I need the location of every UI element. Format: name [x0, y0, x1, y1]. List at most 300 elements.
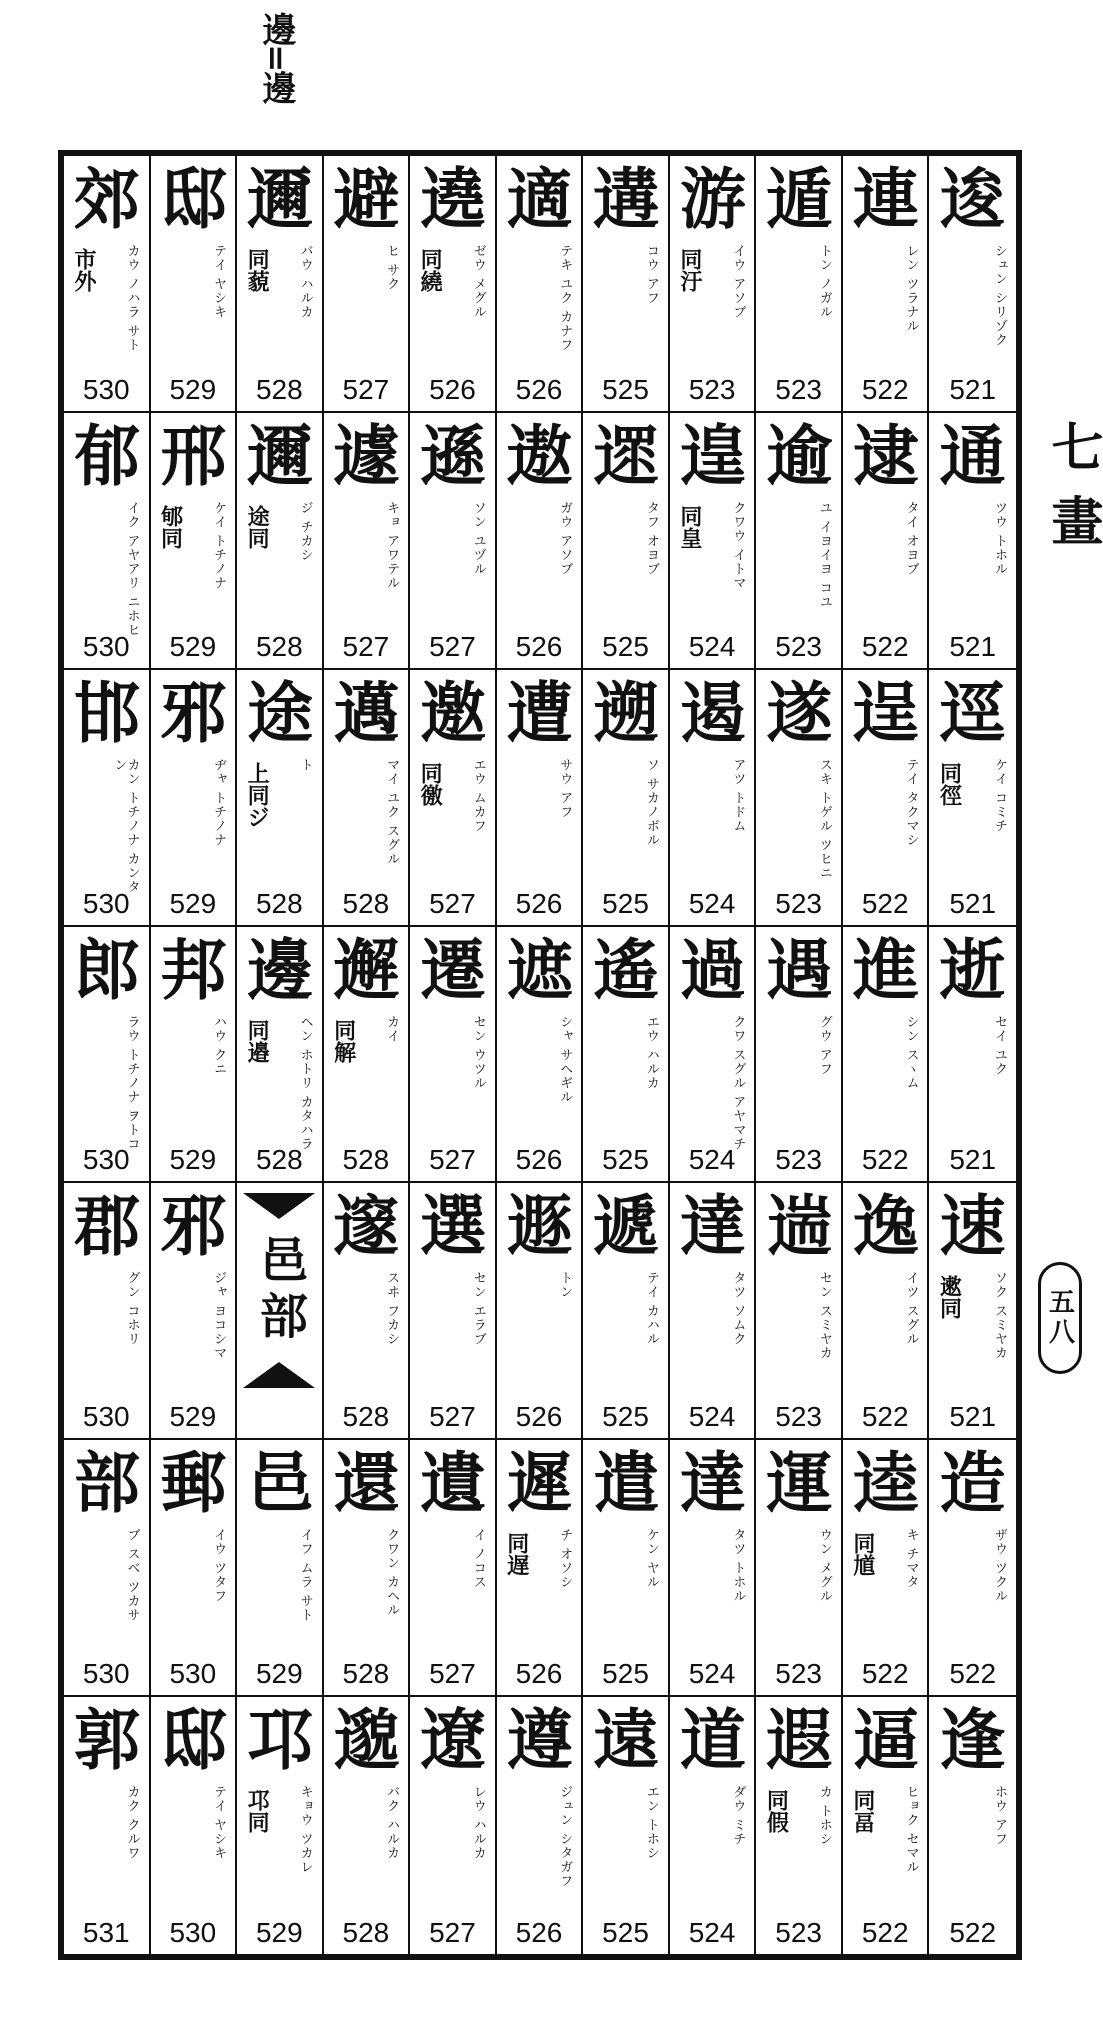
kana-reading: セン スミヤカ	[816, 1271, 832, 1361]
page-reference: 528	[342, 887, 390, 919]
page-reference: 526	[515, 1144, 563, 1176]
kanji-character: 遄	[766, 1187, 833, 1266]
kana-reading: タツ ソムク	[730, 1271, 746, 1347]
kanji-character: 通	[939, 416, 1006, 495]
page-reference: 522	[861, 1144, 909, 1176]
entry-note: 同假	[763, 1789, 790, 1834]
page-reference: 531	[82, 1917, 130, 1948]
kanji-entry	[237, 670, 324, 927]
kanji-character: 進	[852, 930, 919, 1009]
kanji-entry	[583, 1697, 670, 1954]
page-reference: 522	[861, 887, 909, 919]
entry-note: 同遅	[503, 1532, 530, 1577]
kanji-character: 遑	[679, 416, 746, 495]
kanji-character: 部	[74, 1444, 140, 1523]
kana-reading: ラウ トチノナ ヲトコ	[124, 1014, 140, 1151]
kanji-character: 遮	[506, 930, 573, 1009]
kana-reading: ジュン シタガフ	[557, 1785, 573, 1889]
radical-label: 邑部	[251, 1234, 308, 1347]
page-reference: 530	[82, 630, 130, 662]
kanji-character: 遐	[766, 1701, 833, 1780]
kana-reading: キョ アワテル	[384, 500, 400, 590]
page-reference: 528	[255, 373, 303, 405]
page-reference: 529	[255, 1917, 303, 1948]
kana-reading: カイ	[384, 1014, 400, 1043]
kana-reading: ソン ユヅル	[470, 500, 486, 576]
entry-note: 同繞	[417, 248, 444, 292]
kana-reading: クワウ イトマ	[730, 500, 746, 590]
page-reference: 527	[342, 630, 390, 662]
kana-reading: ブ スベ ツカサ	[124, 1528, 140, 1623]
entry-note: 同汙	[676, 248, 703, 292]
page-reference: 529	[169, 1144, 217, 1176]
kanji-entry	[64, 156, 151, 413]
kanji-character: 逝	[939, 930, 1006, 1009]
kanji-entry	[583, 927, 670, 1184]
page-reference: 527	[429, 1917, 476, 1948]
marker-triangle-bottom	[243, 1362, 315, 1388]
kanji-character: 連	[852, 160, 919, 238]
kana-reading: カン トチノナ カンタン	[111, 757, 140, 894]
kanji-character: 遲	[506, 1444, 573, 1523]
kanji-entry	[583, 156, 670, 413]
kana-reading: ケン ヤル	[643, 1528, 659, 1590]
kanji-entry	[237, 1697, 324, 1954]
page-reference: 523	[775, 1658, 822, 1690]
kana-reading: イ ノコス	[470, 1528, 486, 1590]
entry-note: 市外	[71, 248, 97, 292]
kana-reading: スキ トゲル ツヒニ	[816, 757, 832, 880]
kanji-character: 適	[506, 160, 573, 238]
page-reference: 525	[602, 630, 649, 662]
page-reference: 526	[515, 887, 563, 919]
kana-reading: バウ ハルカ	[297, 244, 313, 320]
kanji-character: 游	[679, 160, 746, 238]
kana-reading: イウ ツタフ	[211, 1528, 227, 1604]
kanji-character: 速	[939, 1187, 1006, 1266]
page-reference: 530	[82, 1144, 130, 1176]
kana-reading: ジャ ヨコシマ	[211, 1271, 227, 1361]
page-reference: 526	[515, 373, 563, 405]
page-reference: 529	[169, 887, 217, 919]
page-reference: 521	[949, 1401, 997, 1433]
entry-note: 途同	[244, 504, 271, 549]
kanji-character: 邃	[333, 1187, 400, 1266]
kanji-entry	[929, 1183, 1016, 1440]
kanji-character: 道	[679, 1701, 746, 1780]
kanji-character: 達	[679, 1444, 746, 1523]
dictionary-grid	[58, 150, 1022, 1960]
side-page-label: 五八	[1044, 1288, 1075, 1348]
page-reference: 526	[515, 630, 563, 662]
entry-note: 同解	[330, 1018, 357, 1063]
kana-reading: ヒョク セマル	[903, 1785, 919, 1875]
kanji-entry	[843, 927, 930, 1184]
kanji-entry	[64, 1697, 151, 1954]
kanji-entry	[324, 1440, 411, 1697]
page-reference: 522	[949, 1658, 997, 1690]
entry-note: 同藐	[244, 248, 271, 292]
page-reference: 521	[949, 887, 997, 919]
kanji-character: 遜	[420, 416, 487, 495]
page-reference: 526	[515, 1658, 563, 1690]
kana-reading: ウン メグル	[816, 1528, 832, 1604]
kana-reading: ツウ トホル	[992, 500, 1007, 576]
kanji-entry	[583, 1183, 670, 1440]
kanji-entry	[843, 413, 930, 670]
kanji-character: 郭	[74, 1701, 140, 1780]
kanji-entry	[410, 156, 497, 413]
kanji-character: 選	[420, 1187, 487, 1266]
kanji-entry	[237, 927, 324, 1184]
page-reference: 522	[949, 1917, 997, 1948]
page-reference: 530	[169, 1917, 217, 1948]
kanji-entry	[583, 1440, 670, 1697]
page-reference: 526	[429, 373, 476, 405]
kanji-entry	[410, 1183, 497, 1440]
kanji-entry	[324, 413, 411, 670]
kanji-entry	[64, 1440, 151, 1697]
page-reference: 522	[861, 373, 909, 405]
kanji-entry	[410, 1440, 497, 1697]
kanji-character: 郁	[74, 416, 140, 495]
kanji-character: 逢	[939, 1701, 1006, 1780]
kanji-entry	[324, 927, 411, 1184]
entry-note: 同徑	[936, 761, 963, 806]
page-reference: 529	[169, 373, 217, 405]
kanji-character: 遵	[506, 1701, 573, 1780]
page-reference: 525	[602, 1144, 649, 1176]
kanji-entry	[151, 156, 238, 413]
page-reference: 528	[342, 1144, 390, 1176]
kana-reading: ジ チカシ	[297, 500, 313, 562]
kanji-character: 遇	[766, 930, 833, 1009]
kanji-entry	[324, 670, 411, 927]
kanji-character: 遯	[506, 1187, 573, 1266]
page-reference: 529	[169, 630, 217, 662]
page-reference: 522	[861, 1401, 909, 1433]
kanji-entry	[843, 156, 930, 413]
kana-reading: イク アヤアリ ニホヒ	[124, 500, 140, 638]
kanji-entry	[670, 1697, 757, 1954]
kanji-character: 郎	[74, 930, 140, 1009]
kanji-character: 邀	[420, 673, 487, 752]
kanji-character: 逼	[852, 1701, 919, 1780]
kanji-entry	[756, 156, 843, 413]
kana-reading: エン トホシ	[643, 1785, 659, 1861]
side-page-number	[1038, 1262, 1082, 1374]
kanji-character: 遼	[420, 1701, 487, 1780]
kanji-character: 邯	[74, 673, 140, 752]
kana-reading: セイ ユク	[992, 1014, 1007, 1076]
kana-reading: テイ ヤシキ	[211, 244, 227, 320]
kanji-character: 邪	[160, 673, 227, 752]
kana-reading: ホウ アフ	[992, 1785, 1007, 1847]
kanji-character: 遏	[679, 673, 746, 752]
kanji-character: 邊	[247, 930, 314, 1009]
kana-reading: イツ スグル	[903, 1271, 919, 1347]
page-reference: 528	[255, 630, 303, 662]
kanji-entry	[324, 1697, 411, 1954]
kanji-entry	[670, 1440, 757, 1697]
kanji-entry	[151, 413, 238, 670]
kana-reading: ソク スミヤカ	[992, 1271, 1007, 1361]
kana-reading: イウ アソブ	[730, 244, 746, 320]
kanji-character: 邢	[160, 416, 227, 495]
entry-note: 遬同	[936, 1275, 963, 1320]
kanji-entry	[151, 927, 238, 1184]
kana-reading: テキ ユク カナフ	[557, 244, 573, 353]
page-reference: 528	[342, 1401, 390, 1433]
page-reference: 525	[602, 1401, 649, 1433]
kanji-entry	[843, 1183, 930, 1440]
entry-note: 上同ジ	[244, 761, 271, 828]
kana-reading: ゼウ メグル	[470, 244, 486, 320]
page-reference: 527	[342, 373, 390, 405]
entry-note: 邛同	[244, 1789, 271, 1834]
kanji-character: 還	[333, 1444, 400, 1523]
kanji-character: 邑	[247, 1444, 314, 1523]
kanji-character: 邁	[333, 673, 400, 752]
kanji-entry	[843, 1697, 930, 1954]
kana-reading: クワ スグル アヤマチ	[730, 1014, 746, 1151]
page-reference: 523	[775, 1144, 822, 1176]
kanji-entry	[410, 1697, 497, 1954]
kanji-character: 逾	[766, 416, 833, 495]
page-reference: 526	[515, 1401, 563, 1433]
marker-triangle-top	[243, 1193, 315, 1219]
kanji-character: 過	[679, 930, 746, 1009]
page-reference: 524	[688, 1401, 736, 1433]
kana-reading: エウ ハルカ	[643, 1014, 659, 1090]
kanji-character: 途	[247, 673, 314, 752]
kanji-entry	[410, 413, 497, 670]
kanji-character: 遘	[593, 160, 660, 238]
kanji-character: 遶	[420, 160, 487, 238]
kanji-character: 遂	[766, 673, 833, 752]
page-reference: 521	[949, 630, 997, 662]
kana-reading: ダウ ミチ	[730, 1785, 746, 1847]
kanji-entry	[497, 927, 584, 1184]
page-reference: 524	[688, 1658, 736, 1690]
kanji-character: 邪	[160, 1187, 227, 1266]
kana-reading: イフ ムラ サト	[297, 1528, 313, 1623]
kanji-character: 逮	[852, 416, 919, 495]
kanji-character: 逕	[939, 673, 1006, 752]
kana-reading: トン ノガル	[816, 244, 832, 320]
kanji-entry	[497, 413, 584, 670]
kana-reading: マイ ユク スグル	[384, 757, 400, 866]
page-reference: 525	[602, 373, 649, 405]
kanji-character: 遨	[506, 416, 573, 495]
radical-section-marker	[237, 1183, 324, 1440]
page-reference: 528	[342, 1917, 390, 1948]
kanji-character: 郡	[74, 1187, 140, 1266]
kanji-entry	[670, 670, 757, 927]
kanji-entry	[756, 1697, 843, 1954]
kanji-entry	[843, 670, 930, 927]
kanji-entry	[670, 156, 757, 413]
side-stroke-title: 七畫	[1042, 420, 1103, 568]
entry-note: 同邉	[244, 1018, 271, 1063]
kanji-entry	[670, 1183, 757, 1440]
kanji-entry	[929, 670, 1016, 927]
kanji-character: 遷	[420, 930, 487, 1009]
kanji-entry	[756, 1183, 843, 1440]
kanji-entry	[929, 1440, 1016, 1697]
page-reference: 527	[429, 887, 476, 919]
page-reference: 529	[255, 1658, 303, 1690]
kana-reading: テイ カハル	[643, 1271, 659, 1347]
page-reference: 521	[949, 373, 997, 405]
kana-reading: テイ ヤシキ	[211, 1785, 227, 1861]
kanji-entry	[497, 670, 584, 927]
page-reference: 527	[429, 630, 476, 662]
kanji-entry	[670, 927, 757, 1184]
kanji-entry	[497, 1697, 584, 1954]
page-reference: 530	[82, 887, 130, 919]
page-reference: 521	[949, 1144, 997, 1176]
kana-reading: クワン カヘル	[384, 1528, 400, 1618]
kanji-character: 逡	[939, 160, 1006, 238]
kanji-entry	[151, 1183, 238, 1440]
kanji-character: 遽	[333, 416, 400, 495]
entry-note: 同馗	[849, 1532, 876, 1577]
page-reference: 529	[169, 1401, 217, 1433]
kanji-entry	[324, 156, 411, 413]
entry-note: 同皇	[676, 504, 703, 549]
page-reference: 528	[342, 1658, 390, 1690]
entry-note: 同畐	[849, 1789, 876, 1834]
kanji-entry	[410, 927, 497, 1184]
kanji-character: 邂	[333, 930, 400, 1009]
kana-reading: セン ウツル	[470, 1014, 486, 1090]
kanji-entry	[410, 670, 497, 927]
kana-reading: セン エラブ	[470, 1271, 486, 1347]
kanji-character: 運	[766, 1444, 833, 1523]
page-reference: 528	[255, 1144, 303, 1176]
kanji-entry	[237, 413, 324, 670]
kana-reading: ザウ ツクル	[992, 1528, 1007, 1604]
kanji-character: 邈	[333, 1701, 400, 1780]
kanji-entry	[756, 413, 843, 670]
kanji-entry	[64, 1183, 151, 1440]
kanji-character: 遡	[593, 673, 660, 752]
kanji-entry	[670, 413, 757, 670]
page-reference: 523	[775, 887, 822, 919]
kanji-entry	[756, 1440, 843, 1697]
kana-reading: レン ツラナル	[903, 244, 919, 334]
kana-reading: カウ ノハラ サト	[124, 244, 140, 353]
entry-note: 郇同	[157, 504, 184, 549]
kanji-character: 達	[679, 1187, 746, 1266]
kanji-entry	[843, 1440, 930, 1697]
page-reference: 525	[602, 1917, 649, 1948]
kanji-character: 邸	[160, 160, 227, 238]
top-note: 邊=邊	[256, 12, 296, 103]
kana-reading: グウ アフ	[816, 1014, 832, 1076]
kana-reading: ハウ クニ	[211, 1014, 227, 1076]
page-reference: 522	[861, 630, 909, 662]
kanji-entry	[497, 156, 584, 413]
kana-reading: ト	[297, 757, 313, 772]
page-reference: 527	[429, 1658, 476, 1690]
kanji-entry	[237, 1440, 324, 1697]
page-reference: 525	[602, 1658, 649, 1690]
kanji-character: 遙	[593, 930, 660, 1009]
kanji-entry	[497, 1440, 584, 1697]
kanji-entry	[324, 1183, 411, 1440]
page-reference: 527	[429, 1144, 476, 1176]
page-reference: 524	[688, 887, 736, 919]
kana-reading: タツ トホル	[730, 1528, 746, 1604]
kana-reading: アツ トドム	[730, 757, 746, 833]
kanji-entry	[64, 413, 151, 670]
kanji-character: 遠	[593, 1701, 660, 1780]
kanji-entry	[583, 670, 670, 927]
kana-reading: シャ サヘギル	[557, 1014, 573, 1104]
kanji-character: 遺	[420, 1444, 487, 1523]
kana-reading: シュン シリゾク	[992, 244, 1007, 348]
kanji-entry	[929, 1697, 1016, 1954]
kanji-entry	[756, 927, 843, 1184]
page-reference: 524	[688, 1144, 736, 1176]
kana-reading: キョウ ツカレ	[297, 1785, 313, 1875]
kana-reading: ガウ アソブ	[557, 500, 573, 576]
page-reference: 523	[775, 1401, 822, 1433]
page-reference: 528	[255, 887, 303, 919]
kanji-character: 逵	[852, 1444, 919, 1523]
page-reference: 523	[775, 373, 822, 405]
kana-reading: サウ アフ	[557, 757, 573, 819]
kanji-entry	[929, 413, 1016, 670]
page-reference: 530	[169, 1658, 217, 1690]
page-reference: 526	[515, 1917, 563, 1948]
kana-reading: バク ハルカ	[384, 1785, 400, 1861]
page-reference: 524	[688, 1917, 736, 1948]
page-reference: 530	[82, 1658, 130, 1690]
kanji-character: 邛	[247, 1701, 314, 1780]
kana-reading: ヂャ トチノナ	[211, 757, 227, 847]
kanji-entry	[237, 156, 324, 413]
page-reference: 530	[82, 373, 130, 405]
kana-reading: トン	[557, 1271, 573, 1300]
kana-reading: カ トホシ	[816, 1785, 832, 1847]
kana-reading: スヰ フカシ	[384, 1271, 400, 1347]
page-reference: 522	[861, 1658, 909, 1690]
kanji-character: 遝	[593, 416, 660, 495]
kanji-character: 邦	[160, 930, 227, 1009]
radical-marker-box	[245, 1193, 314, 1388]
page-reference: 523	[775, 630, 822, 662]
kanji-character: 遞	[593, 1187, 660, 1266]
kanji-character: 逞	[852, 673, 919, 752]
page-reference: 525	[602, 887, 649, 919]
kana-reading: レウ ハルカ	[470, 1785, 486, 1861]
kana-reading: チ オソシ	[557, 1528, 573, 1590]
kana-reading: コウ アフ	[643, 244, 659, 306]
kanji-character: 逸	[852, 1187, 919, 1266]
kanji-character: 邇	[247, 416, 314, 495]
kanji-entry	[151, 1697, 238, 1954]
kanji-entry	[756, 670, 843, 927]
kanji-character: 造	[939, 1444, 1006, 1523]
kana-reading: ヒ サク	[384, 244, 400, 292]
kana-reading: ケイ トチノナ	[211, 500, 227, 590]
kanji-character: 避	[333, 160, 400, 238]
kana-reading: ケイ コミチ	[992, 757, 1007, 833]
page-reference: 524	[688, 630, 736, 662]
